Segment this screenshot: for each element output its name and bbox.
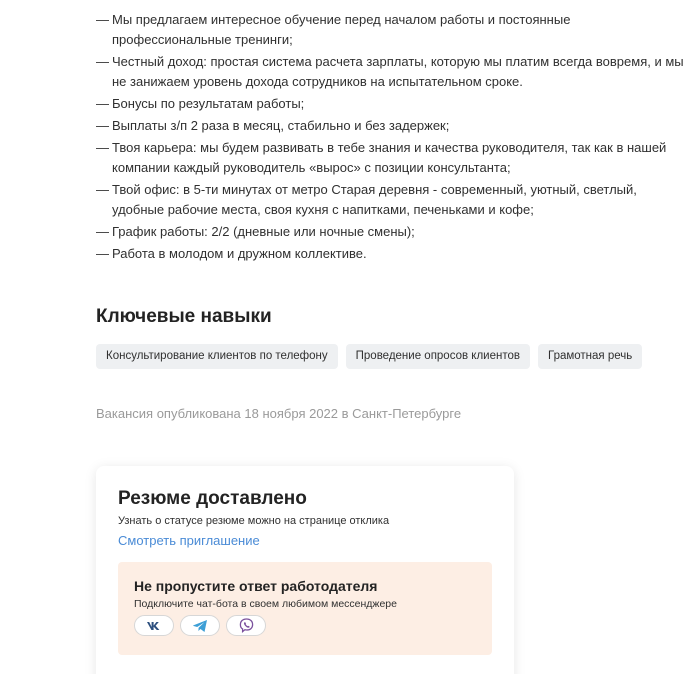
telegram-icon <box>192 619 208 633</box>
list-item: — Выплаты з/п 2 раза в месяц, стабильно и без задержек; <box>96 118 450 133</box>
list-item: — График работы: 2/2 (дневные или ночные смены); <box>96 224 415 239</box>
resume-delivered-card <box>96 466 514 674</box>
list-item: — Работа в молодом и дружном коллективе. <box>96 246 367 261</box>
key-skills-title: Ключевые навыки <box>96 306 272 327</box>
skill-tag: Проведение опросов клиентов <box>346 344 530 369</box>
messenger-buttons <box>134 615 266 636</box>
viber-icon <box>239 618 254 633</box>
conditions-list <box>96 10 692 266</box>
vk-icon <box>146 621 162 631</box>
card-subtitle: Узнать о статусе резюме можно на странице отклика <box>118 515 390 527</box>
chatbot-promo <box>118 562 492 655</box>
promo-subtitle: Подключите чат-бота в своем любимом мессенджере <box>134 598 397 610</box>
card-title: Резюме доставлено <box>118 488 307 509</box>
view-invitation-link[interactable]: Смотреть приглашение <box>118 533 260 548</box>
telegram-button[interactable] <box>180 615 220 636</box>
list-item: — Твой офис: в 5-ти минутах от метро Старая деревня - современный, уютный, светлый, удобные рабочие места, своя кухня с напитками, печеньками и кофе; <box>96 182 637 217</box>
viber-button[interactable] <box>226 615 266 636</box>
list-item: — Твоя карьера: мы будем развивать в тебе знания и качества руководителя, так как в нашей компании каждый руководитель «вырос» с позиции консультанта; <box>96 140 667 175</box>
vk-button[interactable] <box>134 615 174 636</box>
list-item: — Честный доход: простая система расчета зарплаты, которую мы платим всегда вовремя, и мы не занижаем уровень дохода сотрудников на испытательном сроке. <box>96 54 684 89</box>
promo-title: Не пропустите ответ работодателя <box>134 578 378 594</box>
list-item: — Мы предлагаем интересное обучение перед началом работы и постоянные профессиональные тренинги; <box>96 12 571 47</box>
skill-tag: Грамотная речь <box>538 344 642 369</box>
vacancy-published-note: Вакансия опубликована 18 ноября 2022 в Санкт-Петербурге <box>96 406 462 421</box>
skill-tag: Консультирование клиентов по телефону <box>96 344 338 369</box>
list-item: — Бонусы по результатам работы; <box>96 96 305 111</box>
skills-tags <box>96 344 642 369</box>
